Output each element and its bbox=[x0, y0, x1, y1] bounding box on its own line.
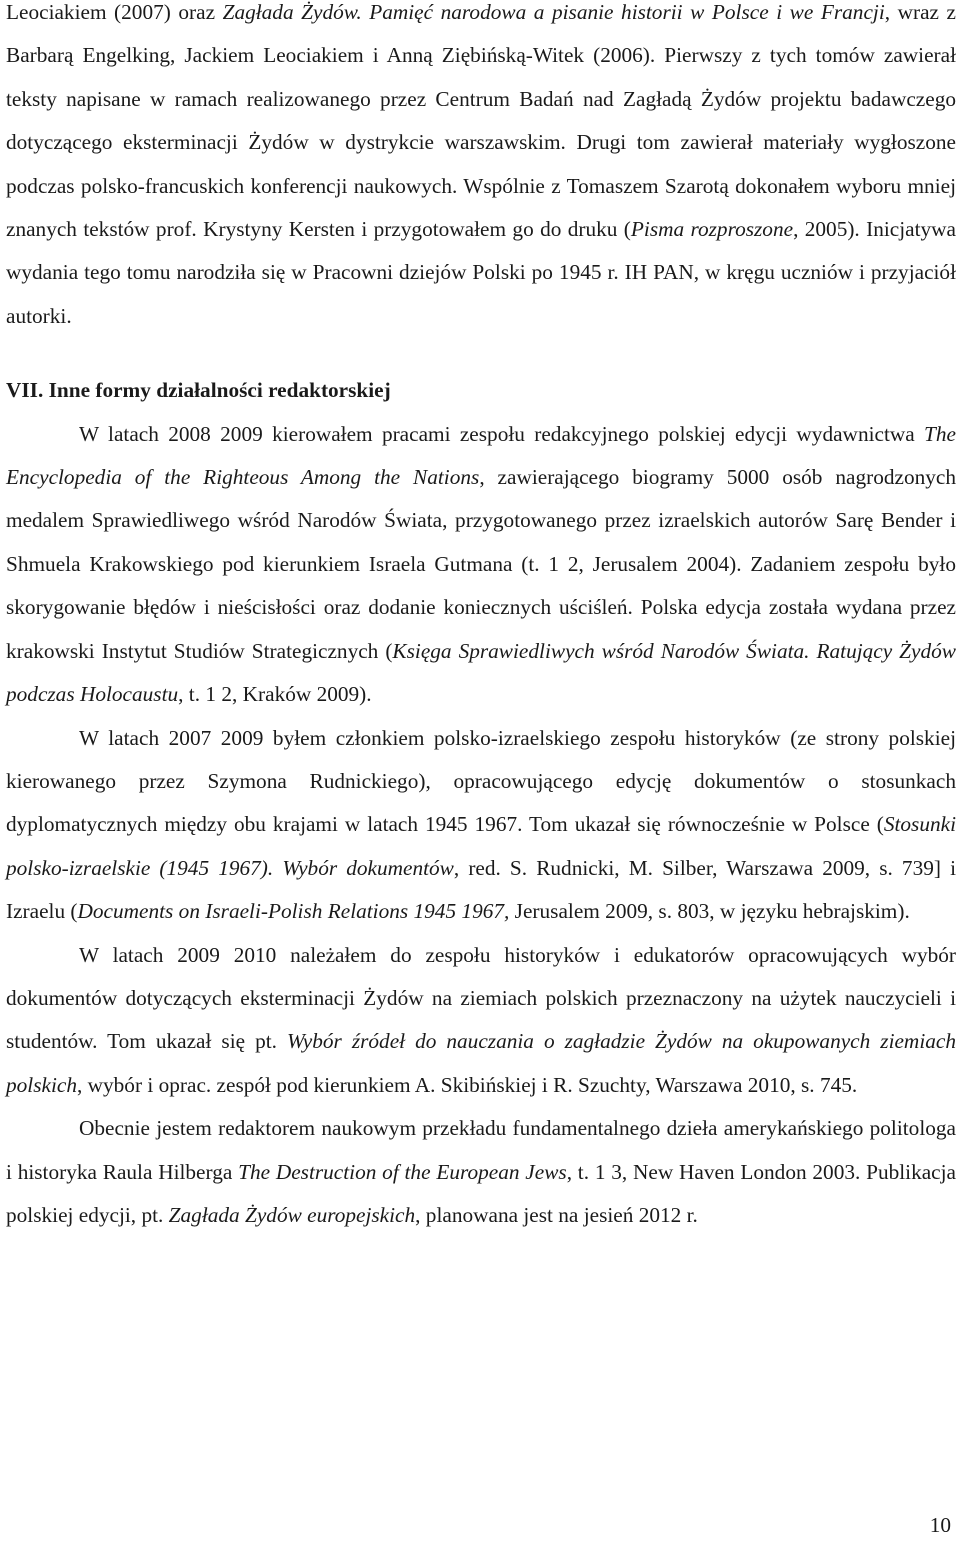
text-run: W latach 2007 2009 byłem członkiem polsko-izraelskiego zespołu historyków (ze strony polskiej kierowanego przez Szymona Rudnickiego), opracowującego edycję dokumentów o stosunkach dyplomatycznych między obu krajami w latach 1945 1967. Tom ukazał się równocześnie w Polsce ( bbox=[6, 725, 956, 837]
text-run: W latach 2008 2009 kierowałem pracami zespołu redakcyjnego polskiej edycji wydawnictwa bbox=[79, 421, 925, 446]
text-run: , red. S. Rudnicki, M. Silber, Warszawa 2009, s. 739] i Izraelu ( bbox=[6, 855, 956, 924]
italic-text-run: The Encyclopedia of the Righteous Among the Nations bbox=[6, 421, 956, 490]
italic-text-run: Zagłada Żydów europejskich bbox=[168, 1202, 416, 1227]
text-run: , zawierającego biogramy 5000 osób nagrodzonych medalem Sprawiedliwego wśród Narodów Świata, przygotowanego przez izraelskich autorów Sarę Bender i Shmuela Krakowskiego pod kierunkiem Israela Gutmana (t. 1 2, Jerusalem 2004). Zadaniem zespołu było skorygowanie błędów i nieścisłości oraz dodanie koniecznych uściśleń. Polska edycja została wydana przez krakowski Instytut Studiów Strategicznych ( bbox=[6, 465, 956, 663]
italic-text-run: Księga Sprawiedliwych wśród Narodów Świata. Ratujący Żydów podczas Holocaustu bbox=[6, 638, 956, 707]
italic-text-run: Zagłada Żydów. Pamięć narodowa a pisanie historii w Polsce i we Francji bbox=[222, 0, 885, 24]
italic-text-run: Documents on Israeli-Polish Relations 1945 1967, bbox=[77, 899, 510, 924]
text-run: , t. 1 2, Kraków 2009). bbox=[178, 682, 372, 707]
text-run: , planowana jest na jesień 2012 r. bbox=[415, 1202, 698, 1227]
text-run: Leociakiem (2007) oraz bbox=[6, 0, 223, 24]
paragraph-intro bbox=[6, 0, 956, 338]
text-run: VII. Inne formy działalności redaktorskiej bbox=[6, 378, 391, 403]
text-run: Jerusalem 2009, s. 803, w języku hebrajskim). bbox=[509, 899, 910, 924]
document-page bbox=[6, 0, 956, 1237]
text-run: , wybór i oprac. zespół pod kierunkiem A. Skibińskiej i R. Szuchty, Warszawa 2010, s. 745. bbox=[76, 1072, 858, 1097]
paragraph-encyclopedia bbox=[6, 413, 956, 717]
text-run: W latach 2009 2010 należałem do zespołu historyków i edukatorów opracowujących wybór dokumentów dotyczących eksterminacji Żydów na ziemiach polskich przeznaczony na użytek nauczycieli i studentów. Tom ukazał się pt. bbox=[6, 942, 956, 1054]
paragraph-educators-selection bbox=[6, 934, 956, 1108]
italic-text-run: Wybór źródeł do nauczania o zagładzie Żydów na okupowanych ziemiach polskich bbox=[6, 1029, 956, 1097]
italic-text-run: The Destruction of the European Jews bbox=[238, 1159, 567, 1184]
italic-text-run: Stosunki polsko-izraelskie (1945 1967). Wybór dokumentów bbox=[6, 812, 956, 880]
paragraph-polish-israeli-documents bbox=[6, 717, 956, 934]
italic-text-run: Pisma rozproszone bbox=[630, 217, 794, 242]
section-heading bbox=[6, 369, 956, 412]
text-run: , 2005). Inicjatywa wydania tego tomu narodziła się w Pracowni dziejów Polski po 1945 r. IH PAN, w kręgu uczniów i przyjaciół autorki. bbox=[6, 217, 956, 328]
text-run: , t. 1 3, New Haven London 2003. Publikacja polskiej edycji, pt. bbox=[6, 1159, 956, 1227]
page-number: 10 bbox=[929, 1513, 951, 1537]
text-run: Obecnie jestem redaktorem naukowym przekładu fundamentalnego dzieła amerykańskiego politologa i historyka Raula Hilberga bbox=[6, 1116, 956, 1184]
paragraph-hilberg-translation bbox=[6, 1107, 956, 1237]
text-run: , wraz z Barbarą Engelking, Jackiem Leociakiem i Anną Ziębińską-Witek (2006). Pierwszy z tych tomów zawierał teksty napisane w ramach realizowanego przez Centrum Badań nad Zagładą Żydów projektu badawczego dotyczącego eksterminacji Żydów w dystrykcie warszawskim. Drugi tom zawierał materiały wygłoszone podczas polsko-francuskich konferencji naukowych. Wspólnie z Tomaszem Szarotą dokonałem wyboru mniej znanych tekstów prof. Krystyny Kersten i przygotowałem go do druku ( bbox=[6, 0, 956, 242]
